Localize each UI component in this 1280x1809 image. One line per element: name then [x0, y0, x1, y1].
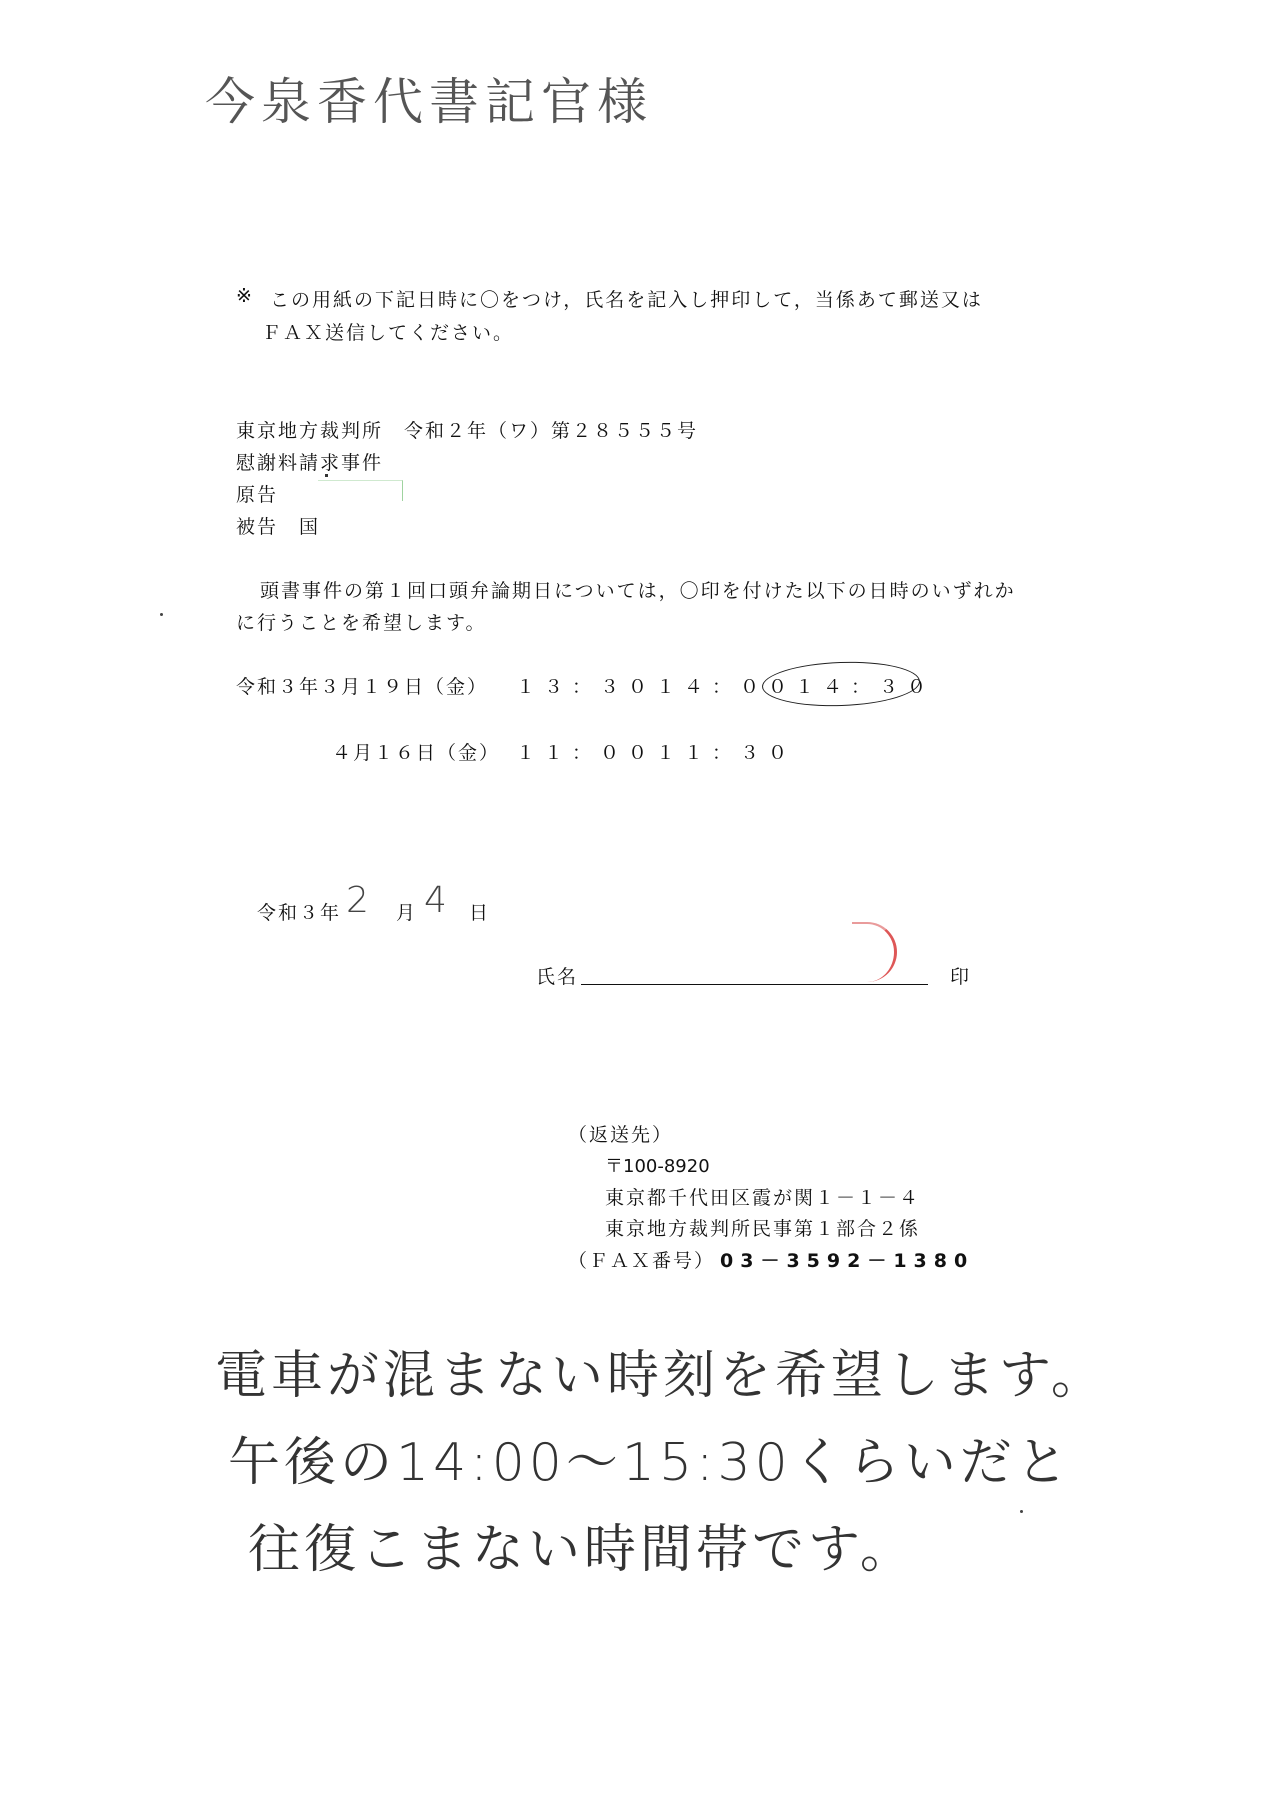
- time-slot: １１：３０: [656, 742, 797, 764]
- fax-label: （ＦＡＸ番号）: [568, 1250, 716, 1272]
- time-slot: １１：００: [516, 742, 657, 764]
- month-suffix: 月: [396, 902, 418, 924]
- handwritten-month: 2: [346, 880, 369, 921]
- return-address: 東京都千代田区霞が関１－１－４: [605, 1187, 921, 1209]
- request-line-2: に行うことを希望します。: [236, 612, 487, 634]
- scan-speck: [1020, 1510, 1023, 1513]
- time-slot: １３：３０: [516, 676, 657, 698]
- seal-label: 印: [950, 966, 972, 988]
- name-signature-line: [581, 984, 928, 985]
- scan-speck: [160, 613, 163, 616]
- request-line-1: 頭書事件の第１回口頭弁論期日については，〇印を付けた以下の日時のいずれか: [260, 580, 1016, 602]
- handwritten-note-line-3: 往復こまない時間帯です。: [248, 1520, 916, 1580]
- return-heading: （返送先）: [568, 1124, 674, 1146]
- schedule-date-2: ４月１６日（金）: [332, 742, 501, 764]
- hand-drawn-circle: [761, 659, 920, 708]
- time-slot-circled: １４：３０: [795, 676, 936, 698]
- name-label: 氏名: [536, 966, 579, 988]
- schedule-date-1: 令和３年３月１９日（金）: [236, 676, 489, 698]
- case-court-number: 東京地方裁判所 令和２年（ワ）第２８５５５号: [236, 420, 699, 442]
- signature-era-year: 令和３年: [257, 902, 342, 924]
- defendant: 被告 国: [236, 516, 321, 538]
- time-slot: １４：００: [656, 676, 797, 698]
- handwritten-note-line-2: 午後の14:00～15:30くらいだと: [228, 1433, 1072, 1493]
- handwritten-note-line-1: 電車が混まない時刻を希望します。: [215, 1346, 1107, 1406]
- fax-number: 03－3592－1380: [720, 1250, 975, 1272]
- return-office: 東京地方裁判所民事第１部合２係: [605, 1218, 921, 1240]
- instruction-line-1: この用紙の下記日時に〇をつけ，氏名を記入し押印して，当係あて郵送又は: [270, 289, 983, 311]
- return-postal-code: 〒100-8920: [605, 1156, 710, 1177]
- case-type: 慰謝料請求事件: [236, 452, 384, 474]
- redaction-mark: [325, 474, 328, 477]
- plaintiff-label: 原告: [236, 484, 279, 506]
- instruction-mark: ※: [236, 285, 254, 307]
- seal-stamp-trace: [852, 922, 897, 982]
- instruction-line-2: ＦＡＸ送信してください。: [262, 322, 515, 344]
- handwritten-day: 4: [424, 880, 447, 921]
- day-suffix: 日: [469, 902, 491, 924]
- plaintiff-name-redaction: [318, 480, 403, 501]
- handwritten-addressee: 今泉香代書記官様: [205, 73, 653, 131]
